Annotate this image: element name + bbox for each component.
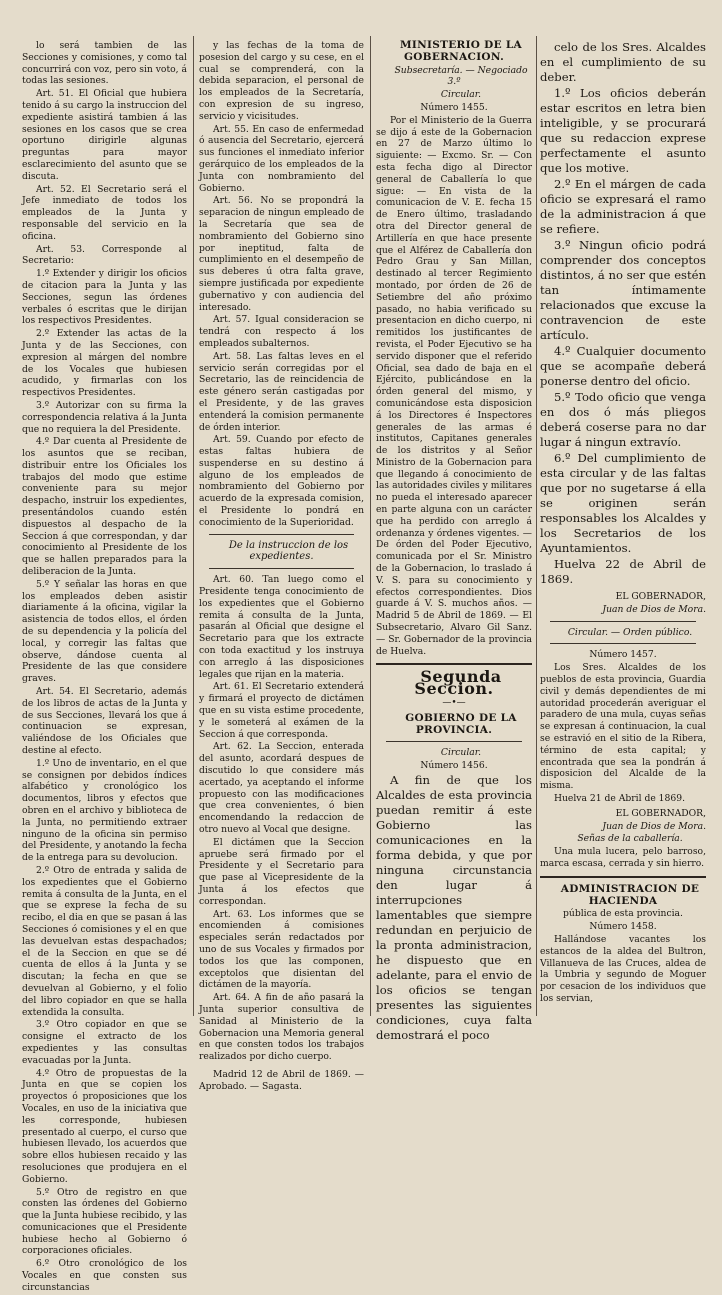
paragraph: 4.º Otro de propuestas de la Junta en que se copien los proyectos ó proposiciones que los Vocales, en uso de la iniciativa que les corresponde, hubiesen presentado al cuerpo, el curso que hubiesen llevado, los acuerdos que sobre ellos hubiesen recaido y las resoluciones que produjera en el Gobierno. <box>22 1067 187 1185</box>
signatory-name: Juan de Dios de Mora. <box>602 603 706 615</box>
paragraph: Art. 60. Tan luego como el Presidente tenga conocimiento de los expedientes que el Gobierno remita á consulta de la Junta, pasarán al Oficial que designe el Secretario para que los extracte con toda exactitud y los instruya con arreglo á las disposiciones legales que rijan en la materia. <box>199 574 364 680</box>
paragraph: 6.º Otro cronológico de los Vocales en que consten sus circunstancias <box>22 1258 187 1293</box>
signatory-title: EL GOBERNADOR, <box>615 591 706 602</box>
paragraph: Art. 61. El Secretario extenderá y firmará el proyecto de dictámen que en su vista estime procedente, y le someterá al exámen de la Seccion á que corresponda. <box>199 681 364 740</box>
column-rule <box>370 36 371 1016</box>
paragraph: 3.º Autorizar con su firma la correspondencia relativa á la Junta que no requiera la del Presidente. <box>22 399 187 435</box>
date-line: Huelva 21 de Abril de 1869. <box>554 792 685 804</box>
paragraph: Una mula lucera, pelo barroso, marca escasa, cerrada y sin hierro. <box>540 846 706 869</box>
circular-label: Circular. — Orden público. <box>567 626 693 638</box>
circular-number: Número 1458. <box>589 921 657 933</box>
paragraph: 2.º Otro de entrada y salida de los expedientes que el Gobierno remita á consulta de la Junta, en el que se exprese la fecha de su recibo, el dia en que se pasan á las Secciones ó comisiones y el en que las devuelvan estas despachados; el de la Seccion en que se dé cuenta de ellos á la Junta y se discutan; la fecha en que se devuelvan al Gobierno, y el folio del libro copiador en que se halla extendida la consulta. <box>22 864 187 1018</box>
paragraph: 4.º Dar cuenta al Presidente de los asuntos que se reciban, distribuir entre los Oficiales los trabajos del modo que estime conveniente para su mejor despacho, instruir los expedientes, presentándolos cuando estén dispuestos al despacho de la Seccion á que correspondan, y dar conocimiento al Presidente de los que se hallen preparados para la deliberacion de la Junta. <box>22 436 187 578</box>
paragraph: Art. 53. Corresponde al Secretario: <box>22 243 187 267</box>
paragraph: Por el Ministerio de la Guerra se dijo á este de la Gobernacion en 27 de Marzo último lo siguiente: — Excmo. Sr. — Con esta fecha digo al Director general de Caballería lo que sigue: — En vista de la comunicacion de V. E. fecha 15 de Enero último, trasladando otra del Director general de Artillería en que hace presente que el Alférez de Caballería don Pedro Grau y San Millan, destinado al tercer Regimiento montado, por órden de 26 de Setiembre del año próximo pasado, no habia verificado su presentacion en dicho cuerpo, ni remitidos los justificantes de revista, el Poder Ejecutivo se ha servido disponer que el referido Oficial, sea dado de baja en el Ejército, publicándose en la órden general del mismo, y comunicándose esta disposicion á los Directores é Inspectores generales de las armas é institutos, Capitanes generales de los distritos y al Señor Ministro de la Gobernacion para que llegando á conocimiento de las autoridades civiles y militares no pueda el interesado aparecer en parte alguna con un carácter que ha perdido con arreglo á ordenanza y órdenes vigentes. — De órden del Poder Ejecutivo, comunicada por el Sr. Ministro de la Gobernacion, lo traslado á V. S. para su conocimiento y efectos correspondientes. Dios guarde á V. S. muchos años. — Madrid 5 de Abril de 1869. — El Subsecretario, Alvaro Gil Sanz. — Sr. Gobernador de la provincia de Huelva. <box>376 114 532 657</box>
hacienda-subheading: pública de esta provincia. <box>563 908 683 920</box>
paragraph: Art. 64. A fin de año pasará la Junta superior consultiva de Sanidad al Ministerio de la Gobernacion una Memoria general en que consten todos los trabajos realizados por dicho cuerpo. <box>199 992 364 1063</box>
circular-number: Número 1455. <box>420 101 488 113</box>
paragraph: Art. 56. No se propondrá la separacion de ningun empleado de la Secretaría que sea de nombramiento del Gobierno sino por ineptitud, falta de cumplimiento en el desempeño de sus deberes ú otra falta grave, siempre justificada por expediente gubernativo y con audiencia del interesado. <box>199 195 364 313</box>
paragraph: 1.º Uno de inventario, en el que se consignen por debidos índices alfabético y cronológico los documentos, libros y efectos que obren en el archivo y biblioteca de la Junta, no permitiendo extraer ninguno de la oficina sin permiso del Presidente, y anotando la fecha de la entrega para su devolucion. <box>22 757 187 864</box>
subsecretaria-line: Subsecretaría. — Negociado 3.º <box>394 64 528 88</box>
paragraph: 4.º Cualquier documento que se acompañe deberá ponerse dentro del oficio. <box>540 344 706 388</box>
date-line: Huelva 22 de Abril de 1869. <box>540 557 706 586</box>
paragraph: Art. 58. Las faltas leves en el servicio serán corregidas por el Secretario, las de reincidencia de este género serán castigadas por el Presidente, y de las graves entenderá la comision permanente de órden interior. <box>199 350 364 433</box>
section-title: Segunda Seccion. <box>414 667 502 699</box>
section-divider <box>386 741 522 742</box>
column-rule <box>193 36 194 1016</box>
circular-number: Número 1457. <box>589 649 657 661</box>
subheading: Señas de la caballería. <box>577 833 683 845</box>
section-heading: De la instruccion de los expedientes. <box>228 539 349 563</box>
paragraph: 6.º Del cumplimiento de esta circular y de las faltas que por no sugetarse á ella se originen serán responsables los Alcaldes y los Secretarios de los Ayuntamientos. <box>540 451 706 555</box>
paragraph: Art. 52. El Secretario será el Jefe inmediato de todos los empleados de la Junta y responsable del servicio en la oficina. <box>22 183 187 242</box>
column-1 <box>22 40 187 1295</box>
paragraph: Los Sres. Alcaldes de los pueblos de esta provincia, Guardia civil y demás dependientes de mi autoridad procederán averiguar el paradero de una mula, cuyas señas se expresan á continuacion, la cual se estravió en el sitio de la Ribera, término de esta capital; y encontrada que sea la pondrán á disposicion del Alcalde de la misma. <box>540 662 706 792</box>
paragraph: 1.º Extender y dirigir los oficios de citacion para la Junta y las Secciones, segun las órdenes verbales ó escritas que le dirijan los respectivos Presidentes. <box>22 268 187 327</box>
section-divider <box>209 534 354 535</box>
paragraph: Art. 62. La Seccion, enterada del asunto, acordará despues de discutido lo que considere más acertado, ya aceptando el informe propuesto con las modificaciones que crea convenientes, ó bien encomendando la redaccion de otro nuevo al Vocal que designe. <box>199 741 364 835</box>
paragraph: Art. 55. En caso de enfermedad ó ausencia del Secretario, ejercerá sus funciones el inmediato inferior gerárquico de los empleados de la Junta con nombramiento del Gobierno. <box>199 123 364 194</box>
paragraph: Art. 51. El Oficial que hubiera tenido á su cargo la instruccion del expediente asistirá tambien á las sesiones en los casos que se crea oportuno dirigirle algunas preguntas para mayor esclarecimiento del asunto que se discuta. <box>22 88 187 182</box>
circular-number: Número 1456. <box>420 760 488 772</box>
paragraph: 5.º Todo oficio que venga en dos ó más pliegos deberá coserse para no dar lugar á ningun extravío. <box>540 390 706 449</box>
paragraph: 2.º Extender las actas de la Junta y de las Secciones, con expresion al márgen del nombre de los Vocales que hubiesen acudido, y firmarlas con los respectivos Presidentes. <box>22 328 187 399</box>
paragraph: El dictámen que la Seccion apruebe será firmado por el Presidente y el Secretario para que pase al Vicepresidente de la Junta á los efectos que correspondan. <box>199 836 364 907</box>
paragraph: Art. 54. El Secretario, además de los libros de actas de la Junta y de sus Secciones, llevará los que á continuacion se expresan, valiéndose de los Oficiales que destine al efecto. <box>22 686 187 757</box>
paragraph: 2.º En el márgen de cada oficio se expresará el ramo de la administracion á que se refiere. <box>540 177 706 236</box>
signoff: Madrid 12 de Abril de 1869. — Aprobado. — Sagasta. <box>199 1068 364 1092</box>
section-divider <box>550 643 696 644</box>
section-divider <box>550 621 696 622</box>
section-divider <box>540 876 706 878</box>
column-3 <box>376 40 532 1044</box>
paragraph: 1.º Los oficios deberán estar escritos en letra bien inteligible, y se procurará que su redaccion exprese perfectamente el asunto que los motive. <box>540 86 706 175</box>
signatory-title: EL GOBERNADOR, <box>615 807 706 819</box>
circular-label: Circular. <box>440 89 482 101</box>
column-2 <box>199 40 364 1094</box>
hacienda-heading: ADMINISTRACION DE HACIENDA <box>560 882 700 907</box>
signatory-name: Juan de Dios de Mora. <box>602 820 706 832</box>
paragraph: 5.º Otro de registro en que consten las órdenes del Gobierno que la Junta hubiese recibido, y las comunicaciones que el Presidente hubiese hecho al Gobierno ó corporaciones oficiales. <box>22 1186 187 1257</box>
column-4 <box>540 40 706 1006</box>
circular-label: Circular. <box>440 747 482 759</box>
ministry-heading: MINISTERIO DE LA GOBERNACION. <box>400 39 522 63</box>
paragraph: A fin de que los Alcaldes de esta provincia puedan remitir á este Gobierno las comunicaciones en la forma debida, y que por ninguna circunstancia den lugar á interrupciones lamentables que siempre redundan en perjuicio de la pronta administracion, he dispuesto que en adelante, para el envio de los oficios se tengan presentes las siguientes condiciones, cuya falta demostrará el poco <box>376 773 532 1043</box>
paragraph: Art. 63. Los informes que se encomienden á comisiones especiales serán redactados por uno de sus Vocales y firmados por todos los que las componen, exceptolos que disientan del dictámen de la mayoría. <box>199 908 364 991</box>
ornament-divider: —•— <box>442 698 466 709</box>
paragraph: Art. 59. Cuando por efecto de estas faltas hubiera de suspenderse en su destino á alguno de los empleados de nombramiento del Gobierno por acuerdo de la expresada comision, el Presidente lo pondrá en conocimiento de la Superioridad. <box>199 434 364 528</box>
paragraph: Art. 57. Igual consideracion se tendrá con respecto á los empleados subalternos. <box>199 314 364 349</box>
paragraph: 3.º Otro copiador en que se consigne el extracto de los expedientes y las consultas evacuadas por la Junta. <box>22 1019 187 1066</box>
section-divider <box>376 663 532 665</box>
section-divider <box>209 568 354 569</box>
paragraph: 3.º Ningun oficio podrá comprender dos conceptos distintos, á no ser que estén tan íntimamente relacionados que excuse la contravencion de este artículo. <box>540 238 706 342</box>
paragraph: y las fechas de la toma de posesion del cargo y su cese, en el cual se comprenderá, con la debida separacion, el personal de los empleados de la Secretaría, con expresion de su ingreso, servicio y vicisitudes. <box>199 40 364 122</box>
paragraph: 5.º Y señalar las horas en que los empleados deben asistir diariamente á la oficina, vigilar la asistencia de todos ellos, el órden de su dependencia y la policía del local, y corregir las faltas que observe, dándose cuenta al Presidente de las que considere graves. <box>22 578 187 685</box>
paragraph: celo de los Sres. Alcaldes en el cumplimiento de su deber. <box>540 40 706 84</box>
government-heading: GOBIERNO DE LA PROVINCIA. <box>405 711 517 736</box>
column-rule <box>536 36 537 1016</box>
paragraph: Hallándose vacantes los estancos de la aldea del Bultron, Villanueva de las Cruces, aldea de la Umbria y segundo de Moguer por cesacion de los individuos que los servian, <box>540 933 706 1004</box>
paragraph: lo será tambien de las Secciones y comisiones, y como tal concurrirá con voz, pero sin voto, á todas las sesiones. <box>22 40 188 87</box>
